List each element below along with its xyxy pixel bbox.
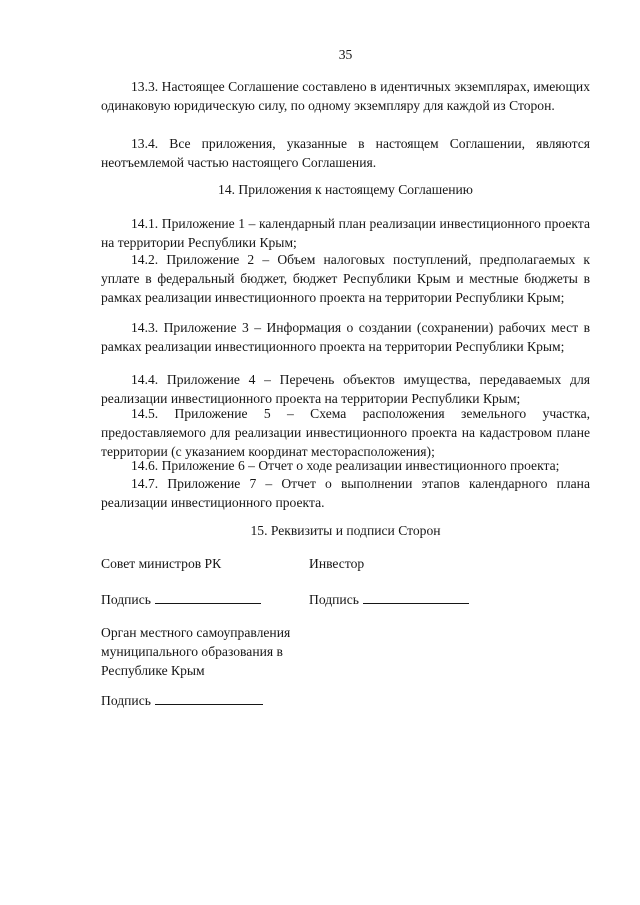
party-left-name: Совет министров РК (101, 556, 222, 571)
signature-left (101, 591, 261, 610)
item-14-6: 14.6. Приложение 6 – Отчет о ходе реализации инвестиционного проекта; (131, 458, 560, 473)
item-14-7: 14.7. Приложение 7 – Отчет о выполнении этапов календарного плана реализации инвестиционного проекта. (101, 476, 590, 510)
signature-right-label: Подпись (309, 592, 359, 607)
org-name: Орган местного самоуправления муниципального образования в Республике Крым (101, 625, 291, 678)
item-14-2: 14.2. Приложение 2 – Объем налоговых поступлений, предполагаемых к уплате в федеральный бюджет, бюджет Республики Крым и местные бюджеты в рамках реализации инвестиционного проекта на территории Республики Крым; (101, 252, 590, 305)
item-14-3: 14.3. Приложение 3 – Информация о создании (сохранении) рабочих мест в рамках реализации инвестиционного проекта на территории Республики Крым; (101, 320, 590, 354)
section-15-heading: 15. Реквизиты и подписи Сторон (250, 523, 441, 538)
signature-org-label: Подпись (101, 693, 151, 708)
paragraph-13-3: 13.3. Настоящее Соглашение составлено в идентичных экземплярах, имеющих одинаковую юридическую силу, по одному экземпляру для каждой из Сторон. (101, 79, 590, 113)
paragraph-13-4: 13.4. Все приложения, указанные в настоящем Соглашении, являются неотъемлемой частью настоящего Соглашения. (101, 136, 590, 170)
signature-left-label: Подпись (101, 592, 151, 607)
signature-org-line (155, 692, 263, 705)
party-right-name: Инвестор (309, 556, 365, 571)
section-14-heading: 14. Приложения к настоящему Соглашению (218, 182, 473, 197)
item-14-1: 14.1. Приложение 1 – календарный план реализации инвестиционного проекта на территории Республики Крым; (101, 216, 590, 250)
page-number: 35 (338, 47, 353, 62)
item-14-4: 14.4. Приложение 4 – Перечень объектов имущества, передаваемых для реализации инвестиционного проекта на территории Республики Крым; (101, 372, 590, 406)
signature-left-line (155, 591, 261, 604)
signature-org (101, 692, 263, 711)
signature-right (309, 591, 469, 610)
signature-right-line (363, 591, 469, 604)
item-14-5: 14.5. Приложение 5 – Схема расположения земельного участка, предоставляемого для реализации инвестиционного проекта на кадастровом плане территории (с указанием координат месторасположения); (101, 406, 590, 459)
